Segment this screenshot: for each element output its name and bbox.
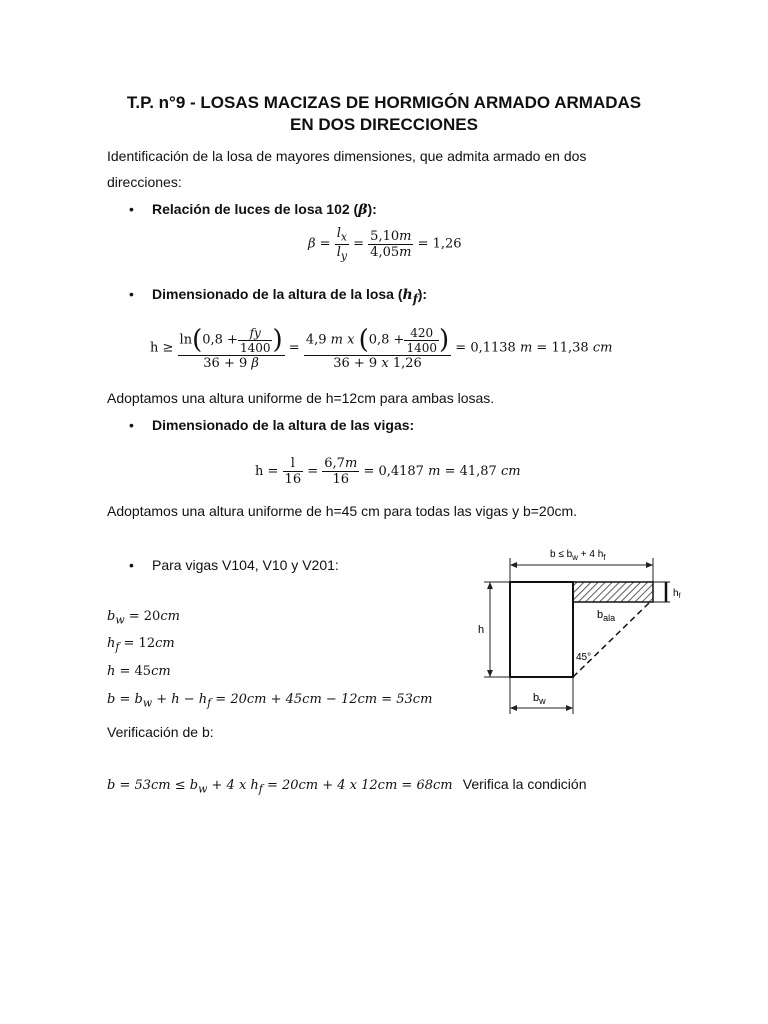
bullet-hf-heading: Dimensionado de la altura de la losa $(h_f)$:: [152, 286, 428, 306]
intro-line1: Identificación de la losa de mayores dimensiones, que admita armado en dos: [107, 148, 587, 164]
angle-label: 45°: [576, 652, 592, 663]
adopt-slab-text: Adoptamos una altura uniforme de h=12cm para ambas losas.: [107, 390, 495, 406]
intro-line2: direcciones:: [107, 174, 182, 190]
arrow-left-icon: [510, 562, 517, 568]
page-title: T.P. n°9 - LOSAS MACIZAS DE HORMIGÓN ARMADO ARMADAS: [126, 93, 642, 112]
value-b: $b = b_w + h - h_f = 20cm + 45cm - 12cm = 53cm$: [107, 692, 433, 710]
bw-label: $b_w$: [533, 692, 546, 706]
equation-hf: h ≥ ln(0,8 + $\frac{fy}{1400}$ ) 36 + 9 β = 4,9 m x (0,8 + $\frac{420}{1400}$ ) 36 + 9 x 1,26 = 0,1138 m = 11,38 cm: [150, 325, 613, 371]
bala-label: $b_{ala}$: [597, 609, 616, 623]
bullet-dot-1: •: [129, 201, 134, 217]
bullet-dot-2: •: [129, 286, 134, 302]
bullet-dot-3: •: [129, 417, 134, 433]
bullet-dot-4: •: [129, 557, 134, 573]
value-hf: $h_f = 12cm$: [107, 636, 175, 654]
bullet-vigas-heading: Para vigas V104, V10 y V201:: [152, 557, 339, 573]
hf-label: $h_f$: [673, 588, 681, 600]
bullet-beams-heading: Dimensionado de la altura de las vigas:: [152, 417, 415, 433]
verif-equation: $b = 53cm \le b_w + 4$ x $h_f = 20cm + 4$ x 12cm = 68cm Verifica la condición: [107, 776, 587, 796]
web-rect: [510, 582, 573, 677]
value-h: h = 45cm: [107, 664, 171, 679]
equation-h: h = $\frac{l}{16}$ = $\frac{6,7m}{16}$ = 0,4187 m = 41,87 cm: [255, 456, 521, 487]
page-title-line2: EN DOS DIRECCIONES: [290, 115, 478, 134]
arrow-right-icon: [646, 562, 653, 568]
adopt-beams-text: Adoptamos una altura uniforme de h=45 cm para todas las vigas y b=20cm.: [107, 503, 578, 519]
equation-beta: β = $\frac{l_x}{l_y}$ = $\frac{5,10m}{4,05m}$ = 1,26: [308, 226, 462, 263]
bullet-beta-heading: Relación de luces de losa 102 (β):: [152, 201, 377, 218]
t-beam-diagram: [470, 540, 700, 720]
verif-label: Verificación de b:: [107, 724, 214, 740]
flange-hatched: [573, 582, 653, 602]
h-label: h: [478, 624, 485, 636]
value-bw: $b_w = 20cm$: [107, 609, 180, 627]
top-dimension-label: $b \le b_w + 4$ $h_f$: [550, 549, 606, 562]
